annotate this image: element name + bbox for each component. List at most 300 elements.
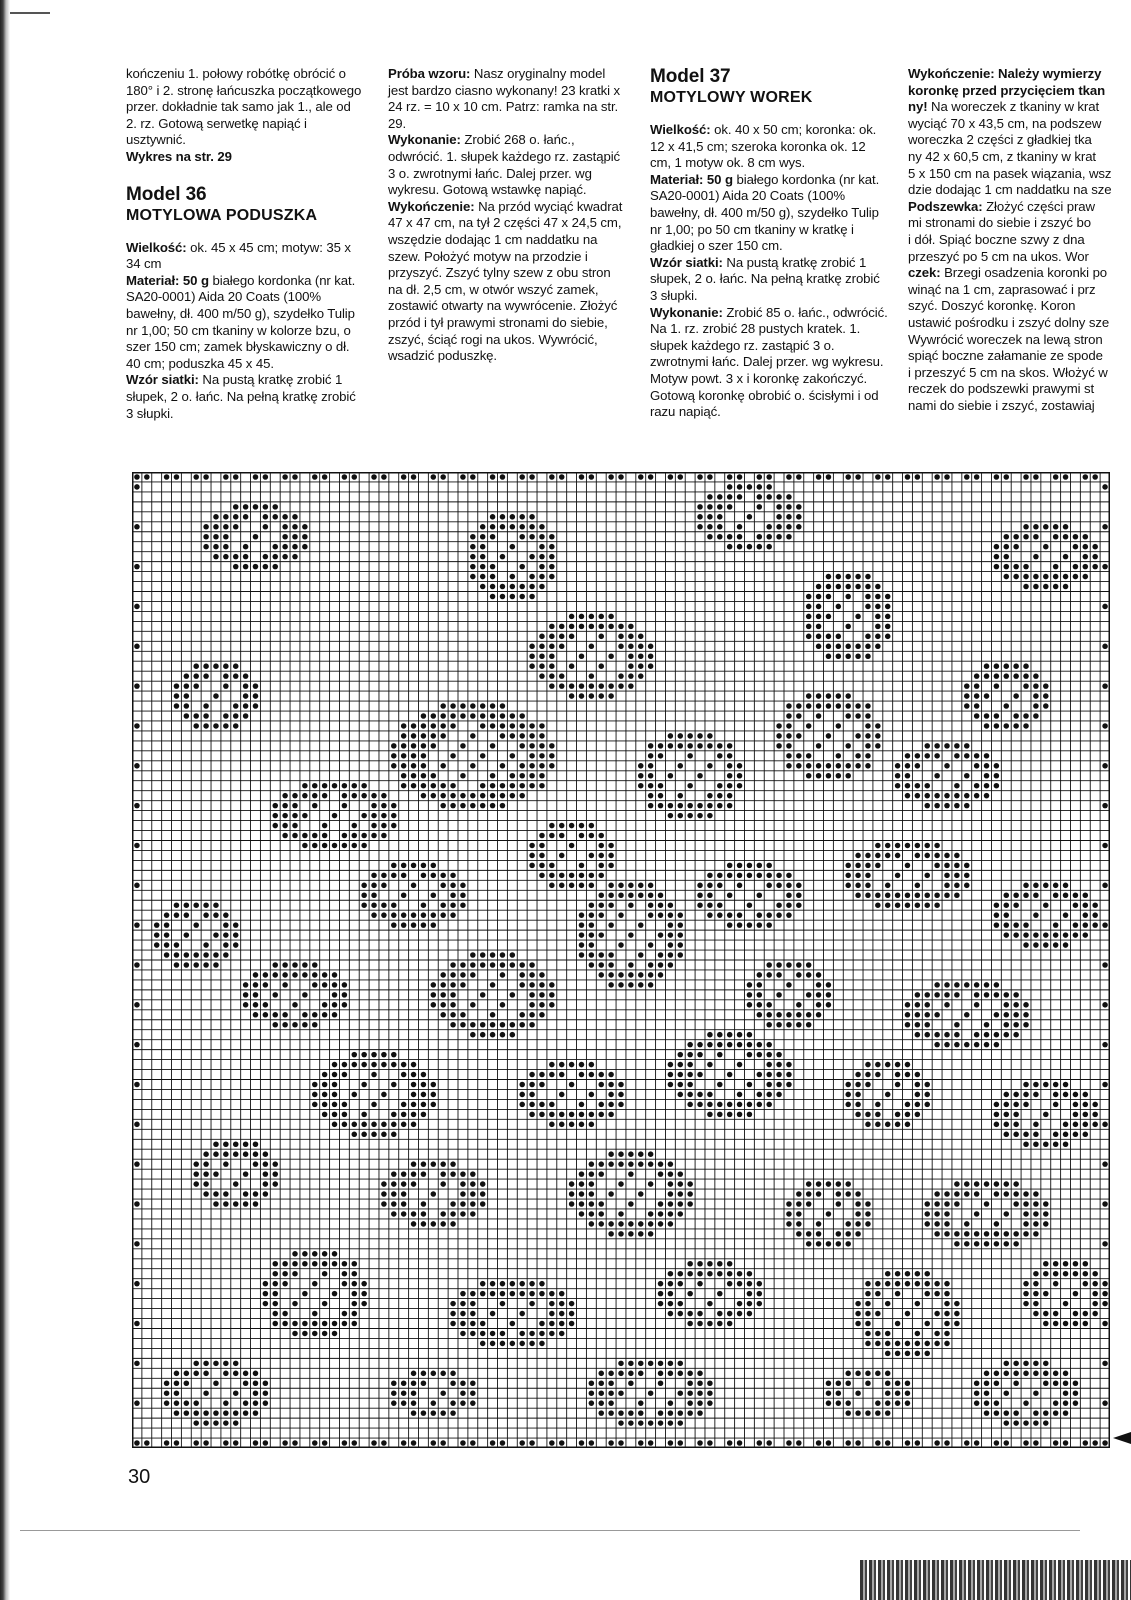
filled-cell-dot bbox=[845, 743, 851, 749]
filled-cell-dot bbox=[559, 1321, 565, 1327]
filled-cell-dot bbox=[598, 1400, 604, 1406]
filled-cell-dot bbox=[816, 1221, 822, 1227]
filled-cell-dot bbox=[1004, 1022, 1010, 1028]
filled-cell-dot bbox=[836, 584, 842, 590]
filled-cell-dot bbox=[263, 1191, 269, 1197]
filled-cell-dot bbox=[440, 902, 446, 908]
filled-cell-dot bbox=[401, 1102, 407, 1108]
filled-cell-dot bbox=[539, 574, 545, 580]
filled-cell-dot bbox=[954, 893, 960, 899]
filled-cell-dot bbox=[1033, 703, 1039, 709]
filled-cell-dot bbox=[549, 992, 555, 998]
filled-cell-dot bbox=[618, 1231, 624, 1237]
filled-cell-dot bbox=[618, 893, 624, 899]
filled-cell-dot bbox=[865, 863, 871, 869]
filled-cell-dot bbox=[539, 982, 545, 988]
filled-cell-dot bbox=[737, 863, 743, 869]
filled-cell-dot bbox=[934, 474, 940, 480]
filled-cell-dot bbox=[954, 1032, 960, 1038]
filled-cell-dot bbox=[480, 1022, 486, 1028]
filled-cell-dot bbox=[944, 1440, 950, 1446]
filled-cell-dot bbox=[1004, 932, 1010, 938]
filled-cell-dot bbox=[845, 1440, 851, 1446]
filled-cell-dot bbox=[1033, 574, 1039, 580]
filled-cell-dot bbox=[836, 1191, 842, 1197]
filled-cell-dot bbox=[747, 1301, 753, 1307]
filled-cell-dot bbox=[371, 793, 377, 799]
filled-cell-dot bbox=[707, 902, 713, 908]
filled-cell-dot bbox=[678, 1191, 684, 1197]
filled-cell-dot bbox=[1033, 1311, 1039, 1317]
filled-cell-dot bbox=[164, 474, 170, 480]
filled-cell-dot bbox=[1023, 1211, 1029, 1217]
filled-cell-dot bbox=[826, 773, 832, 779]
filled-cell-dot bbox=[944, 1291, 950, 1297]
filled-cell-dot bbox=[678, 1440, 684, 1446]
filled-cell-dot bbox=[1004, 1092, 1010, 1098]
filled-cell-dot bbox=[816, 972, 822, 978]
filled-cell-dot bbox=[1023, 723, 1029, 729]
filled-cell-dot bbox=[549, 624, 555, 630]
filled-cell-dot bbox=[411, 1390, 417, 1396]
filled-cell-dot bbox=[381, 873, 387, 879]
filled-cell-dot bbox=[865, 893, 871, 899]
filled-cell-dot bbox=[549, 544, 555, 550]
filled-cell-dot bbox=[1083, 544, 1089, 550]
filled-cell-dot bbox=[668, 1062, 674, 1068]
filled-cell-dot bbox=[1053, 1082, 1059, 1088]
filled-cell-dot bbox=[766, 1022, 772, 1028]
filled-cell-dot bbox=[608, 952, 614, 958]
filled-cell-dot bbox=[460, 1440, 466, 1446]
filled-cell-dot bbox=[391, 763, 397, 769]
filled-cell-dot bbox=[845, 1181, 851, 1187]
filled-cell-dot bbox=[312, 1251, 318, 1257]
filled-cell-dot bbox=[381, 1062, 387, 1068]
filled-cell-dot bbox=[984, 713, 990, 719]
filled-cell-dot bbox=[648, 663, 654, 669]
filled-cell-dot bbox=[243, 1151, 249, 1157]
filled-cell-dot bbox=[1102, 803, 1108, 809]
filled-cell-dot bbox=[322, 1301, 328, 1307]
filled-cell-dot bbox=[401, 893, 407, 899]
filled-cell-dot bbox=[796, 504, 802, 510]
filled-cell-dot bbox=[371, 1102, 377, 1108]
filled-cell-dot bbox=[579, 942, 585, 948]
filled-cell-dot bbox=[549, 534, 555, 540]
filled-cell-dot bbox=[628, 1420, 634, 1426]
filled-cell-dot bbox=[855, 1390, 861, 1396]
filled-cell-dot bbox=[292, 1251, 298, 1257]
filled-cell-dot bbox=[618, 474, 624, 480]
filled-cell-dot bbox=[203, 952, 209, 958]
filled-cell-dot bbox=[549, 883, 555, 889]
filled-cell-dot bbox=[994, 992, 1000, 998]
filled-cell-dot bbox=[164, 1440, 170, 1446]
filled-cell-dot bbox=[648, 912, 654, 918]
filled-cell-dot bbox=[569, 1082, 575, 1088]
filled-cell-dot bbox=[193, 1371, 199, 1377]
filled-cell-dot bbox=[826, 634, 832, 640]
filled-cell-dot bbox=[1004, 544, 1010, 550]
filled-cell-dot bbox=[737, 1042, 743, 1048]
filled-cell-dot bbox=[193, 922, 199, 928]
filled-cell-dot bbox=[134, 723, 140, 729]
filled-cell-dot bbox=[510, 723, 516, 729]
filled-cell-dot bbox=[638, 1371, 644, 1377]
filled-cell-dot bbox=[519, 1012, 525, 1018]
filled-cell-dot bbox=[519, 534, 525, 540]
filled-cell-dot bbox=[332, 813, 338, 819]
filled-cell-dot bbox=[944, 1311, 950, 1317]
filled-cell-dot bbox=[885, 1341, 891, 1347]
filled-cell-dot bbox=[658, 1171, 664, 1177]
filled-cell-dot bbox=[786, 1012, 792, 1018]
filled-cell-dot bbox=[510, 1291, 516, 1297]
filled-cell-dot bbox=[1063, 912, 1069, 918]
filled-cell-dot bbox=[1004, 564, 1010, 570]
filled-cell-dot bbox=[895, 1062, 901, 1068]
filled-cell-dot bbox=[431, 474, 437, 480]
filled-cell-dot bbox=[1023, 1092, 1029, 1098]
filled-cell-dot bbox=[905, 1341, 911, 1347]
filled-cell-dot bbox=[401, 1181, 407, 1187]
filled-cell-dot bbox=[510, 584, 516, 590]
filled-cell-dot bbox=[1043, 1381, 1049, 1387]
filled-cell-dot bbox=[401, 1440, 407, 1446]
filled-cell-dot bbox=[766, 474, 772, 480]
filled-cell-dot bbox=[875, 1112, 881, 1118]
filled-cell-dot bbox=[924, 783, 930, 789]
filled-cell-dot bbox=[529, 1341, 535, 1347]
filled-cell-dot bbox=[381, 883, 387, 889]
filled-cell-dot bbox=[1083, 564, 1089, 570]
filled-cell-dot bbox=[243, 1201, 249, 1207]
filled-cell-dot bbox=[450, 1211, 456, 1217]
filled-cell-dot bbox=[658, 1291, 664, 1297]
filled-cell-dot bbox=[598, 843, 604, 849]
filled-cell-dot bbox=[1043, 1221, 1049, 1227]
filled-cell-dot bbox=[1004, 1132, 1010, 1138]
filled-cell-dot bbox=[618, 1390, 624, 1396]
filled-cell-dot bbox=[1023, 1141, 1029, 1147]
filled-cell-dot bbox=[974, 474, 980, 480]
filled-cell-dot bbox=[905, 1002, 911, 1008]
filled-cell-dot bbox=[598, 873, 604, 879]
filled-cell-dot bbox=[253, 474, 259, 480]
filled-cell-dot bbox=[233, 1141, 239, 1147]
filled-cell-dot bbox=[954, 1042, 960, 1048]
filled-cell-dot bbox=[598, 663, 604, 669]
filled-cell-dot bbox=[964, 873, 970, 879]
filled-cell-dot bbox=[895, 1112, 901, 1118]
filled-cell-dot bbox=[1043, 1321, 1049, 1327]
filled-cell-dot bbox=[223, 1410, 229, 1416]
filled-cell-dot bbox=[539, 1341, 545, 1347]
filled-cell-dot bbox=[322, 1012, 328, 1018]
filled-cell-dot bbox=[1073, 1381, 1079, 1387]
filled-cell-dot bbox=[628, 673, 634, 679]
filled-cell-dot bbox=[845, 584, 851, 590]
filled-cell-dot bbox=[223, 474, 229, 480]
filled-cell-dot bbox=[727, 753, 733, 759]
filled-cell-dot bbox=[460, 1191, 466, 1197]
filled-cell-dot bbox=[243, 544, 249, 550]
filled-cell-dot bbox=[134, 763, 140, 769]
filled-cell-dot bbox=[707, 873, 713, 879]
filled-cell-dot bbox=[638, 763, 644, 769]
filled-cell-dot bbox=[994, 663, 1000, 669]
filled-cell-dot bbox=[697, 883, 703, 889]
filled-cell-dot bbox=[332, 1291, 338, 1297]
filled-cell-dot bbox=[272, 1321, 278, 1327]
filled-cell-dot bbox=[322, 783, 328, 789]
filled-cell-dot bbox=[500, 524, 506, 530]
filled-cell-dot bbox=[381, 474, 387, 480]
filled-cell-dot bbox=[944, 1301, 950, 1307]
filled-cell-dot bbox=[915, 843, 921, 849]
filled-cell-dot bbox=[786, 893, 792, 899]
filled-cell-dot bbox=[371, 813, 377, 819]
filled-cell-dot bbox=[608, 1072, 614, 1078]
filled-cell-dot bbox=[776, 743, 782, 749]
filled-cell-dot bbox=[243, 1410, 249, 1416]
filled-cell-dot bbox=[579, 1181, 585, 1187]
filled-cell-dot bbox=[845, 873, 851, 879]
filled-cell-dot bbox=[964, 753, 970, 759]
filled-cell-dot bbox=[579, 1201, 585, 1207]
filled-cell-dot bbox=[272, 1271, 278, 1277]
filled-cell-dot bbox=[263, 1161, 269, 1167]
filled-cell-dot bbox=[233, 932, 239, 938]
filled-cell-dot bbox=[757, 1301, 763, 1307]
filled-cell-dot bbox=[342, 1102, 348, 1108]
filled-cell-dot bbox=[885, 1301, 891, 1307]
filled-cell-dot bbox=[342, 1281, 348, 1287]
filled-cell-dot bbox=[263, 1400, 269, 1406]
filled-cell-dot bbox=[1063, 1400, 1069, 1406]
filled-cell-dot bbox=[796, 1191, 802, 1197]
filled-cell-dot bbox=[134, 524, 140, 530]
filled-cell-dot bbox=[786, 883, 792, 889]
filled-cell-dot bbox=[717, 803, 723, 809]
filled-cell-dot bbox=[272, 972, 278, 978]
filled-cell-dot bbox=[658, 783, 664, 789]
filled-cell-dot bbox=[776, 912, 782, 918]
filled-cell-dot bbox=[648, 902, 654, 908]
filled-cell-dot bbox=[549, 1062, 555, 1068]
filled-cell-dot bbox=[312, 474, 318, 480]
filled-cell-dot bbox=[1063, 554, 1069, 560]
filled-cell-dot bbox=[747, 514, 753, 520]
filled-cell-dot bbox=[539, 743, 545, 749]
filled-cell-dot bbox=[905, 1351, 911, 1357]
filled-cell-dot bbox=[589, 1181, 595, 1187]
filled-cell-dot bbox=[193, 962, 199, 968]
filled-cell-dot bbox=[569, 1311, 575, 1317]
filled-cell-dot bbox=[233, 663, 239, 669]
filled-cell-dot bbox=[470, 1311, 476, 1317]
filled-cell-dot bbox=[915, 1082, 921, 1088]
filled-cell-dot bbox=[954, 853, 960, 859]
filled-cell-dot bbox=[934, 793, 940, 799]
filled-cell-dot bbox=[776, 1072, 782, 1078]
filled-cell-dot bbox=[934, 902, 940, 908]
filled-cell-dot bbox=[1023, 1291, 1029, 1297]
filled-cell-dot bbox=[589, 1221, 595, 1227]
filled-cell-dot bbox=[1102, 484, 1108, 490]
filled-cell-dot bbox=[174, 703, 180, 709]
filled-cell-dot bbox=[845, 1231, 851, 1237]
filled-cell-dot bbox=[895, 1400, 901, 1406]
filled-cell-dot bbox=[332, 1251, 338, 1257]
filled-cell-dot bbox=[786, 912, 792, 918]
filled-cell-dot bbox=[253, 1440, 259, 1446]
filled-cell-dot bbox=[648, 1440, 654, 1446]
filled-cell-dot bbox=[747, 873, 753, 879]
filled-cell-dot bbox=[865, 733, 871, 739]
filled-cell-dot bbox=[233, 1361, 239, 1367]
filled-cell-dot bbox=[806, 763, 812, 769]
filled-cell-dot bbox=[460, 972, 466, 978]
filled-cell-dot bbox=[826, 1400, 832, 1406]
filled-cell-dot bbox=[944, 873, 950, 879]
filled-cell-dot bbox=[668, 733, 674, 739]
filled-cell-dot bbox=[855, 1102, 861, 1108]
filled-cell-dot bbox=[757, 1012, 763, 1018]
filled-cell-dot bbox=[826, 474, 832, 480]
filled-cell-dot bbox=[608, 1371, 614, 1377]
filled-cell-dot bbox=[875, 1281, 881, 1287]
filled-cell-dot bbox=[865, 1281, 871, 1287]
filled-cell-dot bbox=[747, 1002, 753, 1008]
filled-cell-dot bbox=[648, 1161, 654, 1167]
filled-cell-dot bbox=[727, 534, 733, 540]
filled-cell-dot bbox=[934, 753, 940, 759]
filled-cell-dot bbox=[213, 663, 219, 669]
filled-cell-dot bbox=[885, 1271, 891, 1277]
filled-cell-dot bbox=[352, 1301, 358, 1307]
filled-cell-dot bbox=[984, 1022, 990, 1028]
filled-cell-dot bbox=[233, 1151, 239, 1157]
filled-cell-dot bbox=[282, 972, 288, 978]
model-36-material: Materiał: 50 g białego kordonka (nr kat. SA20-0001) Aida 20 Coats (100% bawełny, dł. 400 m/50 g), szydełko Tulip nr 1,00; 50 cm tkaniny w kolorze bzu, o szer 150 cm; zamek błyskawiczny o dł. 40 cm; poduszka 45 x 45. bbox=[126, 272, 356, 371]
filled-cell-dot bbox=[648, 1181, 654, 1187]
filled-cell-dot bbox=[638, 1420, 644, 1426]
filled-cell-dot bbox=[529, 534, 535, 540]
filled-cell-dot bbox=[598, 1082, 604, 1088]
filled-cell-dot bbox=[421, 783, 427, 789]
filled-cell-dot bbox=[766, 873, 772, 879]
filled-cell-dot bbox=[1013, 713, 1019, 719]
filled-cell-dot bbox=[796, 1022, 802, 1028]
filled-cell-dot bbox=[1004, 992, 1010, 998]
filled-cell-dot bbox=[1083, 1092, 1089, 1098]
filled-cell-dot bbox=[243, 554, 249, 560]
filled-cell-dot bbox=[737, 1102, 743, 1108]
filled-cell-dot bbox=[737, 873, 743, 879]
filled-cell-dot bbox=[836, 1181, 842, 1187]
filled-cell-dot bbox=[717, 1321, 723, 1327]
filled-cell-dot bbox=[223, 514, 229, 520]
filled-cell-dot bbox=[164, 922, 170, 928]
filled-cell-dot bbox=[944, 893, 950, 899]
filled-cell-dot bbox=[213, 1191, 219, 1197]
filled-cell-dot bbox=[668, 932, 674, 938]
filled-cell-dot bbox=[460, 1331, 466, 1337]
filled-cell-dot bbox=[924, 1321, 930, 1327]
filled-cell-dot bbox=[697, 1052, 703, 1058]
filled-cell-dot bbox=[233, 713, 239, 719]
filled-cell-dot bbox=[668, 1291, 674, 1297]
filled-cell-dot bbox=[174, 474, 180, 480]
filled-cell-dot bbox=[668, 1410, 674, 1416]
filled-cell-dot bbox=[1063, 883, 1069, 889]
filled-cell-dot bbox=[1053, 474, 1059, 480]
filled-cell-dot bbox=[994, 1181, 1000, 1187]
filled-cell-dot bbox=[608, 853, 614, 859]
filled-cell-dot bbox=[994, 1221, 1000, 1227]
filled-cell-dot bbox=[598, 1102, 604, 1108]
filled-cell-dot bbox=[994, 1400, 1000, 1406]
filled-cell-dot bbox=[618, 1181, 624, 1187]
filled-cell-dot bbox=[658, 1211, 664, 1217]
filled-cell-dot bbox=[352, 1291, 358, 1297]
filled-cell-dot bbox=[213, 1171, 219, 1177]
filled-cell-dot bbox=[421, 753, 427, 759]
filled-cell-dot bbox=[934, 773, 940, 779]
filled-cell-dot bbox=[391, 1112, 397, 1118]
filled-cell-dot bbox=[223, 713, 229, 719]
filled-cell-dot bbox=[964, 474, 970, 480]
filled-cell-dot bbox=[796, 703, 802, 709]
filled-cell-dot bbox=[717, 1261, 723, 1267]
filled-cell-dot bbox=[559, 1331, 565, 1337]
filled-cell-dot bbox=[440, 1371, 446, 1377]
filled-cell-dot bbox=[885, 604, 891, 610]
filled-cell-dot bbox=[885, 474, 891, 480]
filled-cell-dot bbox=[984, 1410, 990, 1416]
filled-cell-dot bbox=[974, 693, 980, 699]
model-37-title: MOTYLOWY WOREK bbox=[650, 89, 813, 106]
filled-cell-dot bbox=[786, 1072, 792, 1078]
filled-cell-dot bbox=[500, 584, 506, 590]
filled-cell-dot bbox=[915, 1102, 921, 1108]
filled-cell-dot bbox=[687, 1371, 693, 1377]
filled-cell-dot bbox=[954, 803, 960, 809]
filled-cell-dot bbox=[885, 1092, 891, 1098]
filled-cell-dot bbox=[411, 753, 417, 759]
filled-cell-dot bbox=[213, 544, 219, 550]
filled-cell-dot bbox=[589, 942, 595, 948]
filled-cell-dot bbox=[687, 1410, 693, 1416]
filled-cell-dot bbox=[786, 504, 792, 510]
filled-cell-dot bbox=[292, 972, 298, 978]
filled-cell-dot bbox=[589, 673, 595, 679]
filled-cell-dot bbox=[411, 733, 417, 739]
filled-cell-dot bbox=[381, 1122, 387, 1128]
filled-cell-dot bbox=[361, 893, 367, 899]
filled-cell-dot bbox=[984, 783, 990, 789]
filled-cell-dot bbox=[529, 584, 535, 590]
filled-cell-dot bbox=[707, 1102, 713, 1108]
filled-cell-dot bbox=[697, 1261, 703, 1267]
filled-cell-dot bbox=[826, 1181, 832, 1187]
filled-cell-dot bbox=[954, 743, 960, 749]
filled-cell-dot bbox=[747, 1271, 753, 1277]
filled-cell-dot bbox=[668, 1191, 674, 1197]
filled-cell-dot bbox=[974, 1042, 980, 1048]
